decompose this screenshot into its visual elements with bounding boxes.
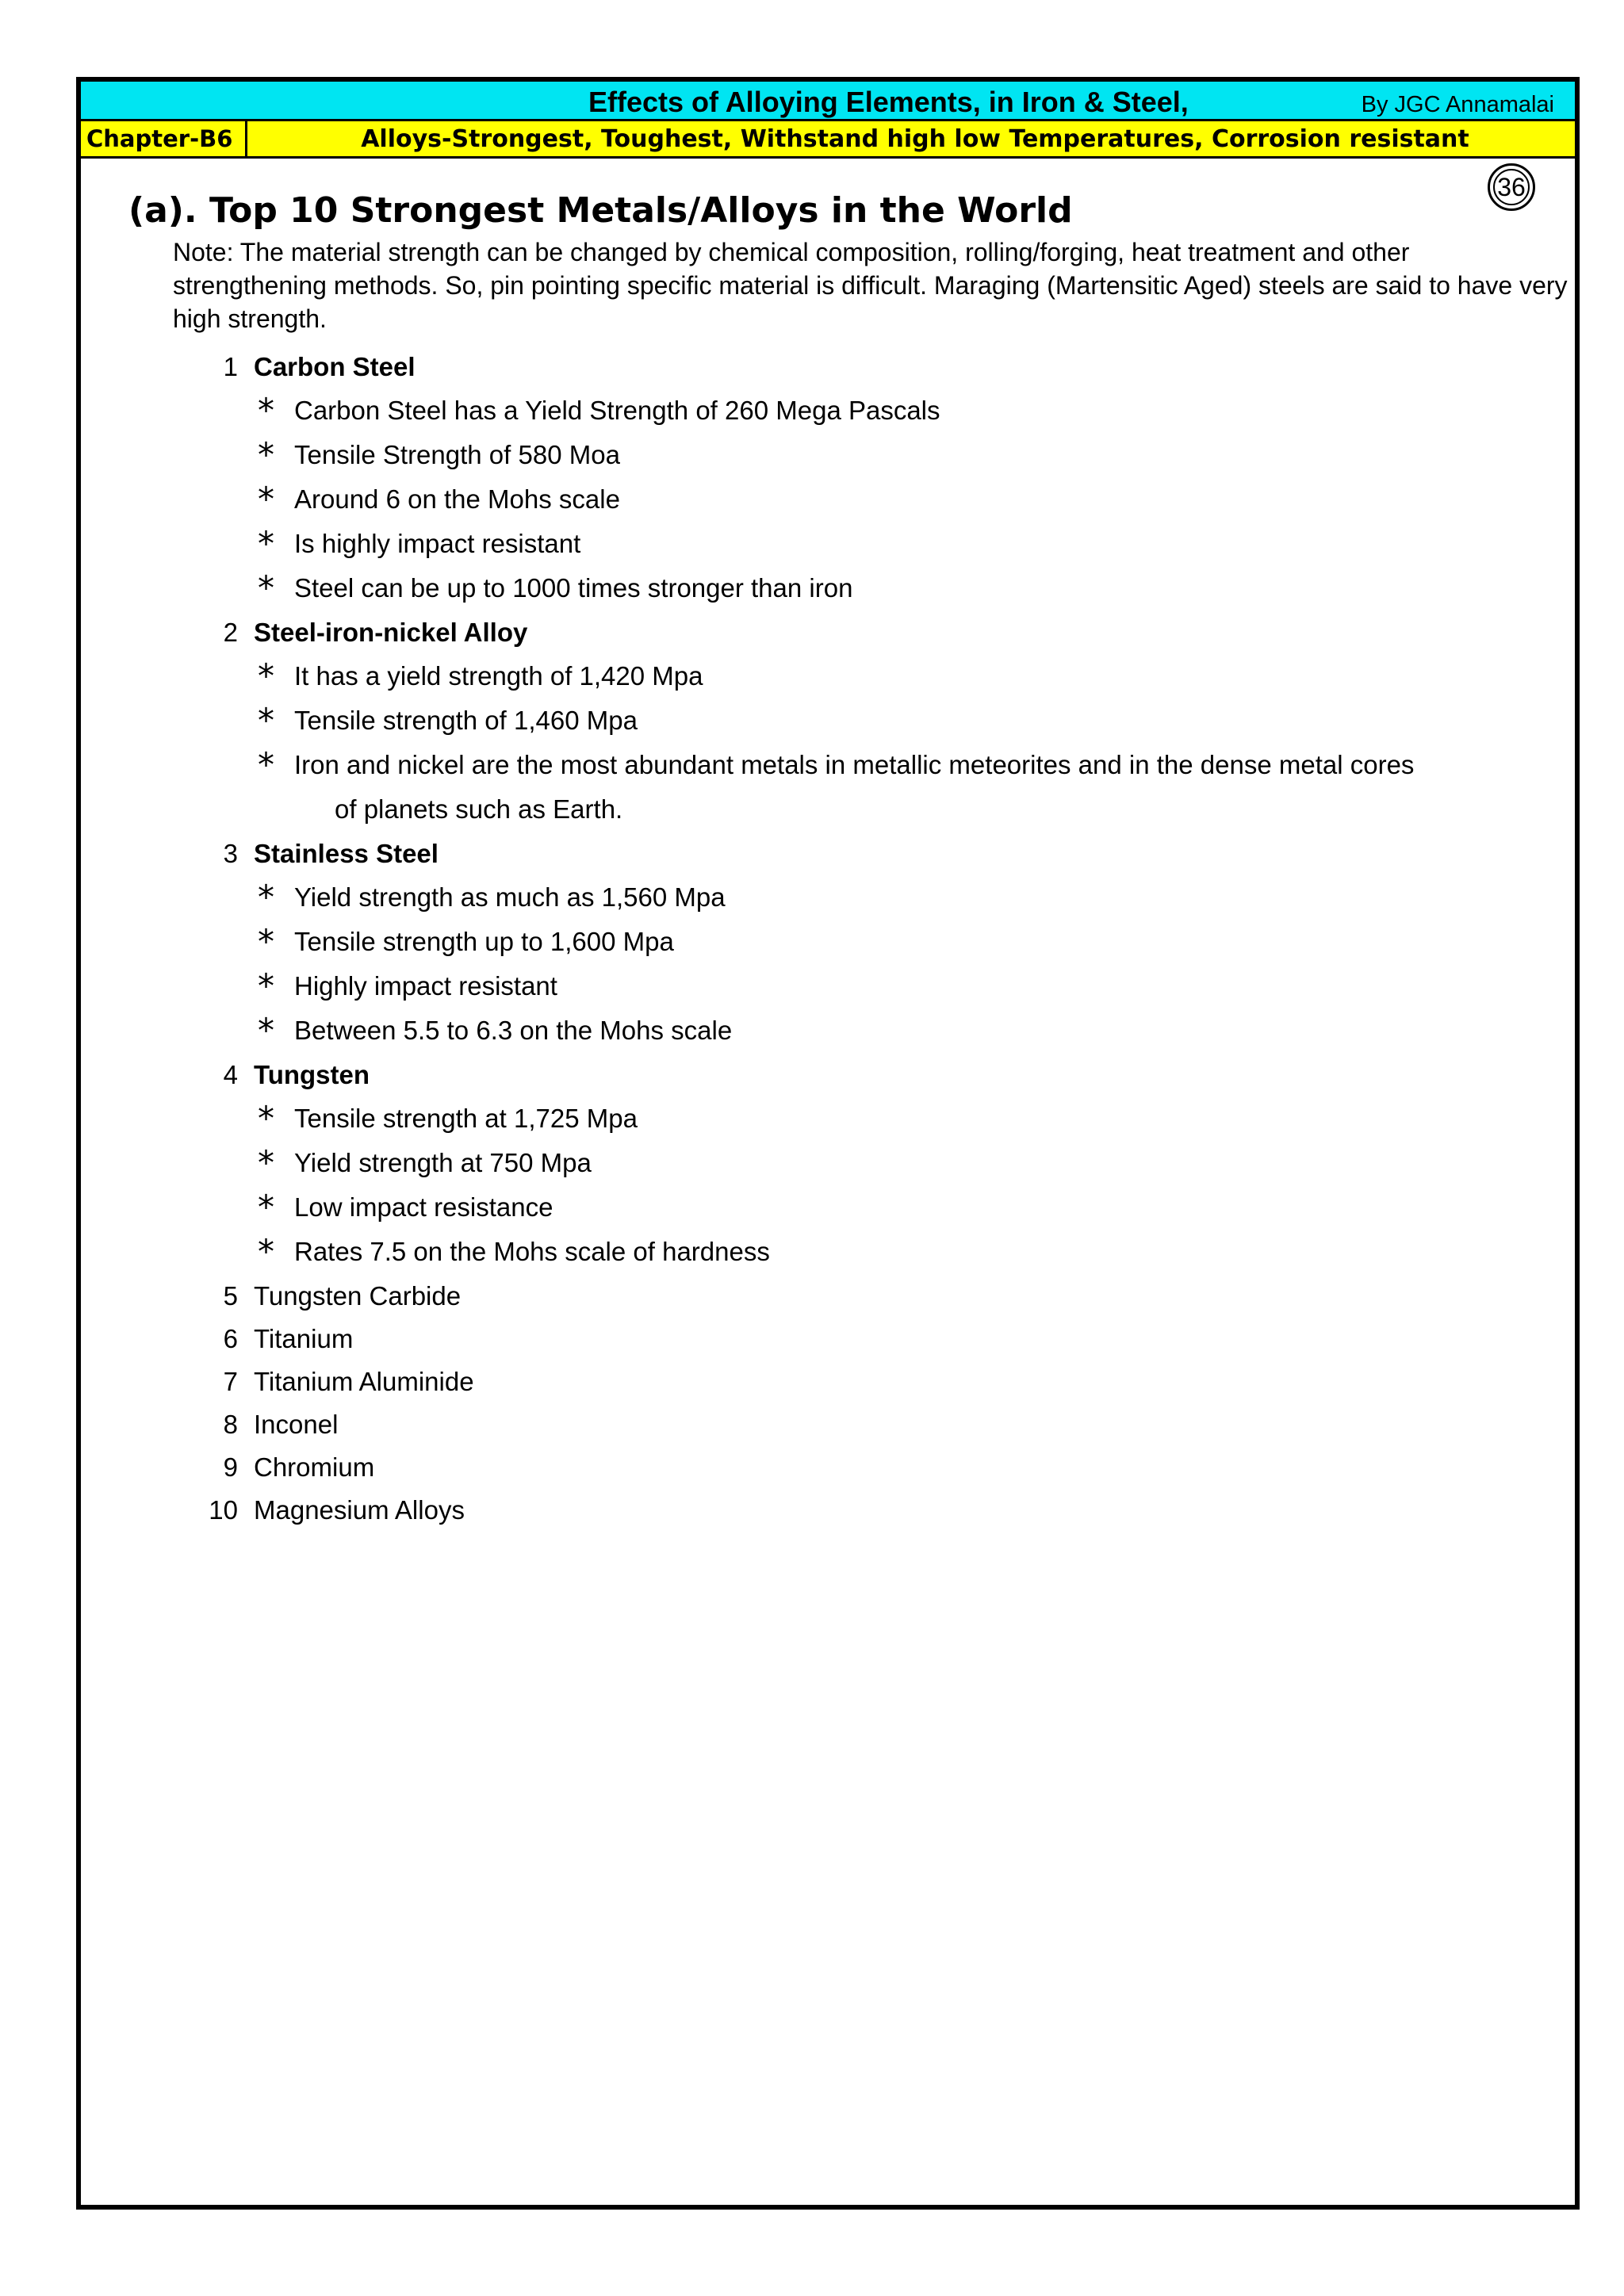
asterisk-bullet-icon: * [258,966,274,1005]
bullet-text: Tensile Strength of 580 Moa [294,440,620,469]
bullet-continuation-text: of planets such as Earth. [335,794,623,824]
item-number: 3 [223,839,238,868]
bullet-text: Is highly impact resistant [294,529,581,558]
bullet-text: Tensile strength of 1,460 Mpa [294,706,638,735]
bullet-text: Low impact resistance [294,1192,553,1222]
item-title: Tungsten [254,1060,370,1089]
bullet-text: Tensile strength at 1,725 Mpa [294,1104,638,1133]
bullet-text: Steel can be up to 1000 times stronger than iron [294,573,853,603]
item-title: Stainless Steel [254,839,439,868]
asterisk-bullet-icon: * [258,524,274,563]
page-number-badge [1488,163,1535,211]
chapter-subtitle: Alloys-Strongest, Toughest, Withstand high low Temperatures, Corrosion resistant [361,125,1469,153]
item-number: 7 [223,1367,238,1396]
section-note: Note: The material strength can be changed by chemical composition, rolling/forging, heat treatment and other strengthening methods. So, pin pointing specific material is difficult. Maraging (Martensitic Aged) steels are said to have very high strength. [173,238,1568,333]
item-title: Magnesium Alloys [254,1495,465,1525]
item-title: Carbon Steel [254,352,416,381]
section-title: (a). Top 10 Strongest Metals/Alloys in the World [128,190,1073,231]
chapter-label: Chapter-B6 [81,121,247,156]
subtitle-bar [81,121,1575,159]
item-number: 4 [223,1060,238,1089]
asterisk-bullet-icon: * [258,480,274,519]
bullet-text: Yield strength at 750 Mpa [294,1148,592,1177]
item-title: Chromium [254,1452,375,1482]
item-number: 1 [223,352,238,381]
asterisk-bullet-icon: * [258,1143,274,1182]
bullet-text: Highly impact resistant [294,971,557,1001]
item-title: Inconel [254,1410,339,1439]
item-number: 9 [223,1452,238,1482]
bullet-text: Between 5.5 to 6.3 on the Mohs scale [294,1016,733,1045]
item-number: 2 [223,618,238,647]
title-bar [81,82,1575,121]
item-number: 8 [223,1410,238,1439]
asterisk-bullet-icon: * [258,745,274,784]
asterisk-bullet-icon: * [258,1188,274,1226]
item-number: 5 [223,1281,238,1311]
asterisk-bullet-icon: * [258,922,274,961]
document-title: Effects of Alloying Elements, in Iron & Steel, [588,86,1189,118]
asterisk-bullet-icon: * [258,878,274,916]
page-number: 36 [1493,169,1530,205]
asterisk-bullet-icon: * [258,656,274,695]
item-title: Titanium Aluminide [254,1367,474,1396]
bullet-text: Around 6 on the Mohs scale [294,484,620,514]
bullet-text: Tensile strength up to 1,600 Mpa [294,927,674,956]
item-title: Titanium [254,1324,354,1353]
bullet-text: Yield strength as much as 1,560 Mpa [294,882,726,912]
item-number: 6 [223,1324,238,1353]
asterisk-bullet-icon: * [258,1099,274,1138]
asterisk-bullet-icon: * [258,568,274,607]
asterisk-bullet-icon: * [258,1011,274,1050]
bullet-text: Rates 7.5 on the Mohs scale of hardness [294,1237,770,1266]
author-credit: By JGC Annamalai [1361,92,1554,117]
item-title: Tungsten Carbide [254,1281,462,1311]
item-title: Steel-iron-nickel Alloy [254,618,528,647]
bullet-text: It has a yield strength of 1,420 Mpa [294,661,703,691]
bullet-text: Iron and nickel are the most abundant metals in metallic meteorites and in the dense metal cores [294,750,1415,779]
asterisk-bullet-icon: * [258,391,274,430]
asterisk-bullet-icon: * [258,435,274,474]
item-number: 10 [209,1495,238,1525]
asterisk-bullet-icon: * [258,701,274,740]
asterisk-bullet-icon: * [258,1232,274,1271]
bullet-text: Carbon Steel has a Yield Strength of 260 Mega Pascals [294,396,940,425]
